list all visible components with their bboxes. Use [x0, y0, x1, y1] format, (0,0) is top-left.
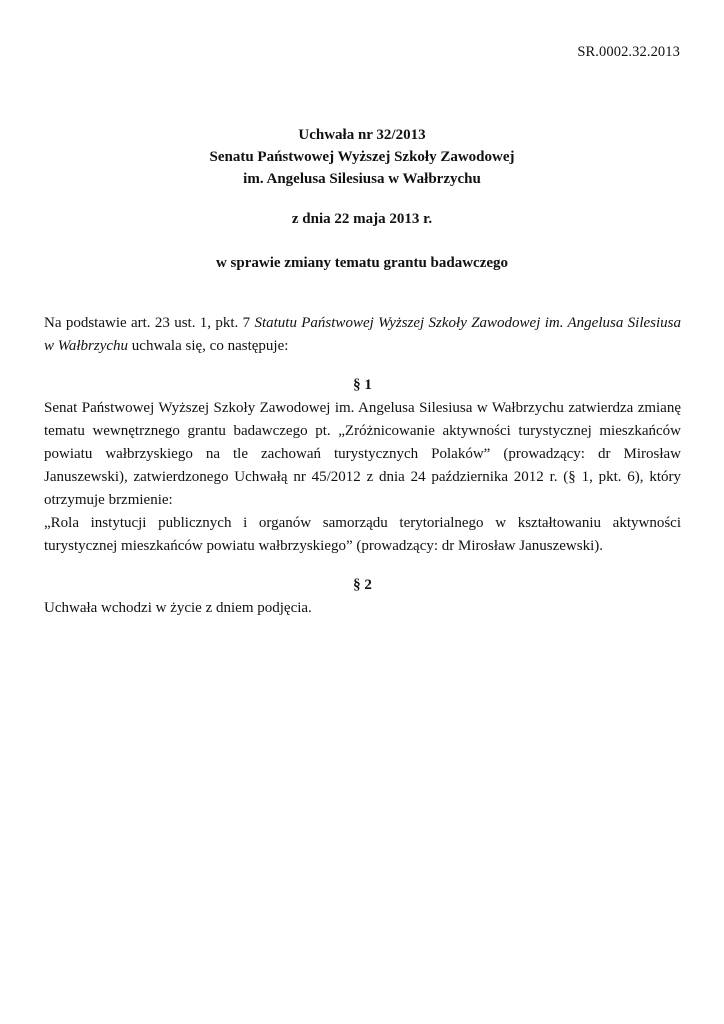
issuing-body-name: im. Angelusa Silesiusa w Wałbrzychu — [243, 171, 481, 187]
resolution-subject: w sprawie zmiany tematu grantu badawczego — [215, 255, 509, 271]
resolution-number: Uchwała nr 32/2013 — [298, 127, 426, 143]
resolution-body — [44, 312, 681, 620]
section-1-mark: § 1 — [353, 377, 372, 393]
preamble-prefix: Na podstawie art. 23 ust. 1, pkt. 7 — [44, 315, 255, 331]
section-1-quote: „Rola instytucji publicznych i organów samorządu terytorialnego w kształtowaniu aktywności turystycznej mieszkańców powiatu wałbrzyskiego” (prowadzący: dr Mirosław Januszewski). — [44, 515, 681, 554]
section-2-text: Uchwała wchodzi w życie z dniem podjęcia. — [44, 600, 312, 616]
issuing-body: Senatu Państwowej Wyższej Szkoły Zawodowej — [209, 149, 515, 165]
section-2-mark: § 2 — [353, 577, 372, 593]
section-1-text: Senat Państwowej Wyższej Szkoły Zawodowej im. Angelusa Silesiusa w Wałbrzychu zatwierdza zmianę tematu wewnętrznego grantu badawczego pt. „Zróżnicowanie aktywności turystycznej mieszkańców powiatu wałbrzyskiego na tle zachowań turystycznych Polaków” (prowadzący: dr Mirosław Januszewski), zatwierdzonego Uchwałą nr 45/2012 z dnia 24 października 2012 r. (§ 1, pkt. 6), który otrzymuje brzmienie: — [44, 400, 681, 508]
preamble-paragraph — [44, 312, 681, 358]
preamble-suffix: uchwala się, co następuje: — [128, 338, 289, 354]
resolution-date: z dnia 22 maja 2013 r. — [291, 211, 433, 227]
statute-title: Statutu Państwowej Wyższej Szkoły Zawodowej im. Angelusa Silesiusa w Wałbrzychu — [44, 315, 681, 354]
document-reference-number: SR.0002.32.2013 — [577, 44, 680, 60]
resolution-title-block — [0, 124, 724, 274]
